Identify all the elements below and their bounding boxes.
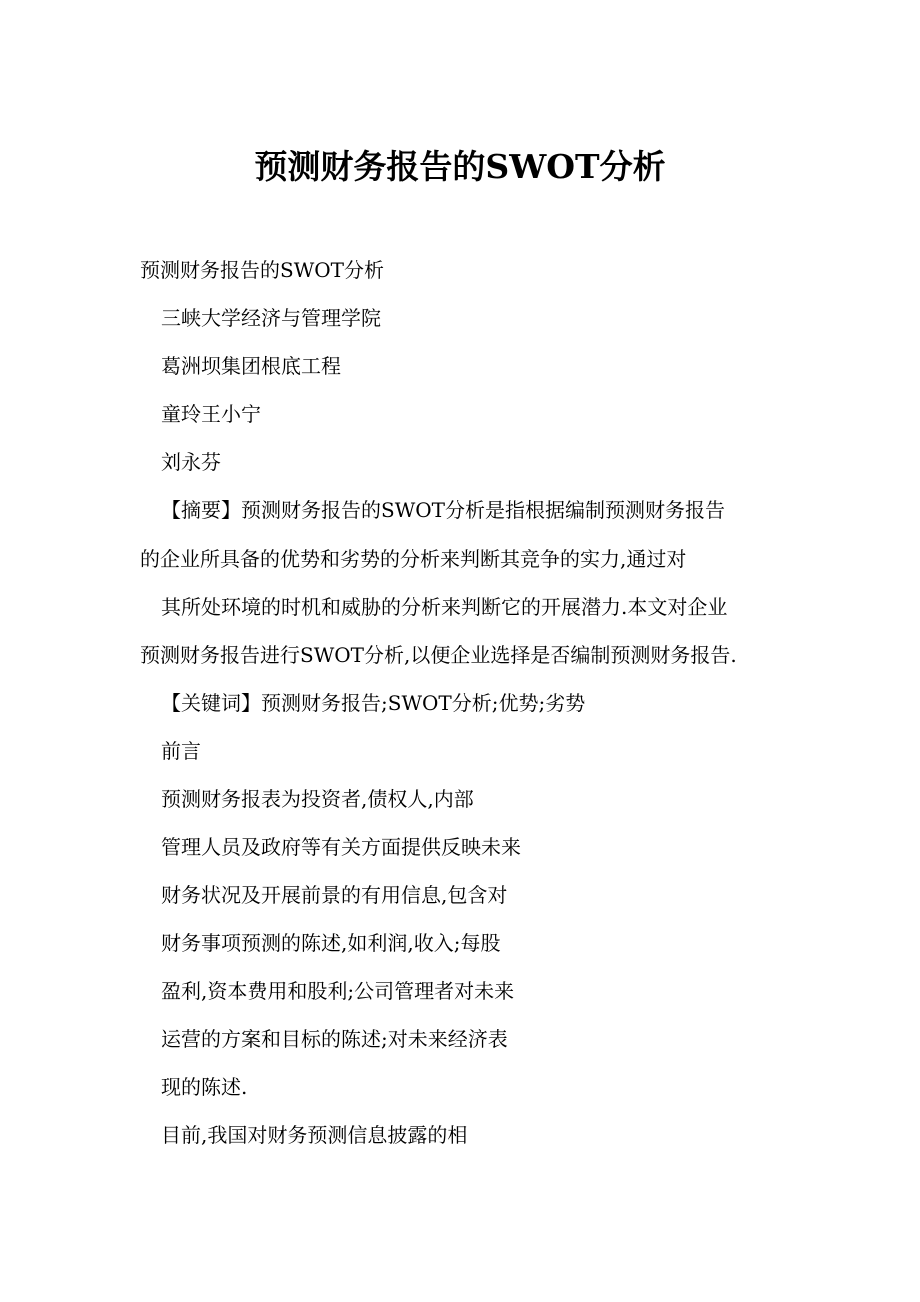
heading-repeat: 预测财务报告的SWOT分析 xyxy=(140,258,384,282)
abstract-line: 其所处环境的时机和威胁的分析来判断它的开展潜力.本文对企业 xyxy=(161,595,728,619)
affiliation-line: 三峡大学经济与管理学院 xyxy=(161,306,381,330)
body-line: 预测财务报表为投资者,债权人,内部 xyxy=(161,787,474,811)
body-line: 运营的方案和目标的陈述;对未来经济表 xyxy=(161,1027,508,1051)
body-line: 财务事项预测的陈述,如利润,收入;每股 xyxy=(161,931,501,955)
author-line: 刘永芬 xyxy=(161,450,221,474)
body-line: 现的陈述. xyxy=(161,1075,248,1099)
author-line: 童玲王小宁 xyxy=(161,402,261,426)
abstract-line: 的企业所具备的优势和劣势的分析来判断其竞争的实力,通过对 xyxy=(140,547,687,571)
affiliation-line: 葛洲坝集团根底工程 xyxy=(161,354,341,378)
section-heading: 前言 xyxy=(161,739,201,763)
abstract-line: 预测财务报告进行SWOT分析,以便企业选择是否编制预测财务报告. xyxy=(140,643,737,667)
body-line: 盈利,资本费用和股利;公司管理者对未来 xyxy=(161,979,515,1003)
body-line: 目前,我国对财务预测信息披露的相 xyxy=(161,1123,468,1147)
document-title: 预测财务报告的SWOT分析 xyxy=(254,147,666,186)
keywords-line: 【关键词】预测财务报告;SWOT分析;优势;劣势 xyxy=(161,691,586,715)
body-line: 管理人员及政府等有关方面提供反映未来 xyxy=(161,835,521,859)
abstract-line: 【摘要】预测财务报告的SWOT分析是指根据编制预测财务报告 xyxy=(161,498,725,522)
body-line: 财务状况及开展前景的有用信息,包含对 xyxy=(161,883,508,907)
